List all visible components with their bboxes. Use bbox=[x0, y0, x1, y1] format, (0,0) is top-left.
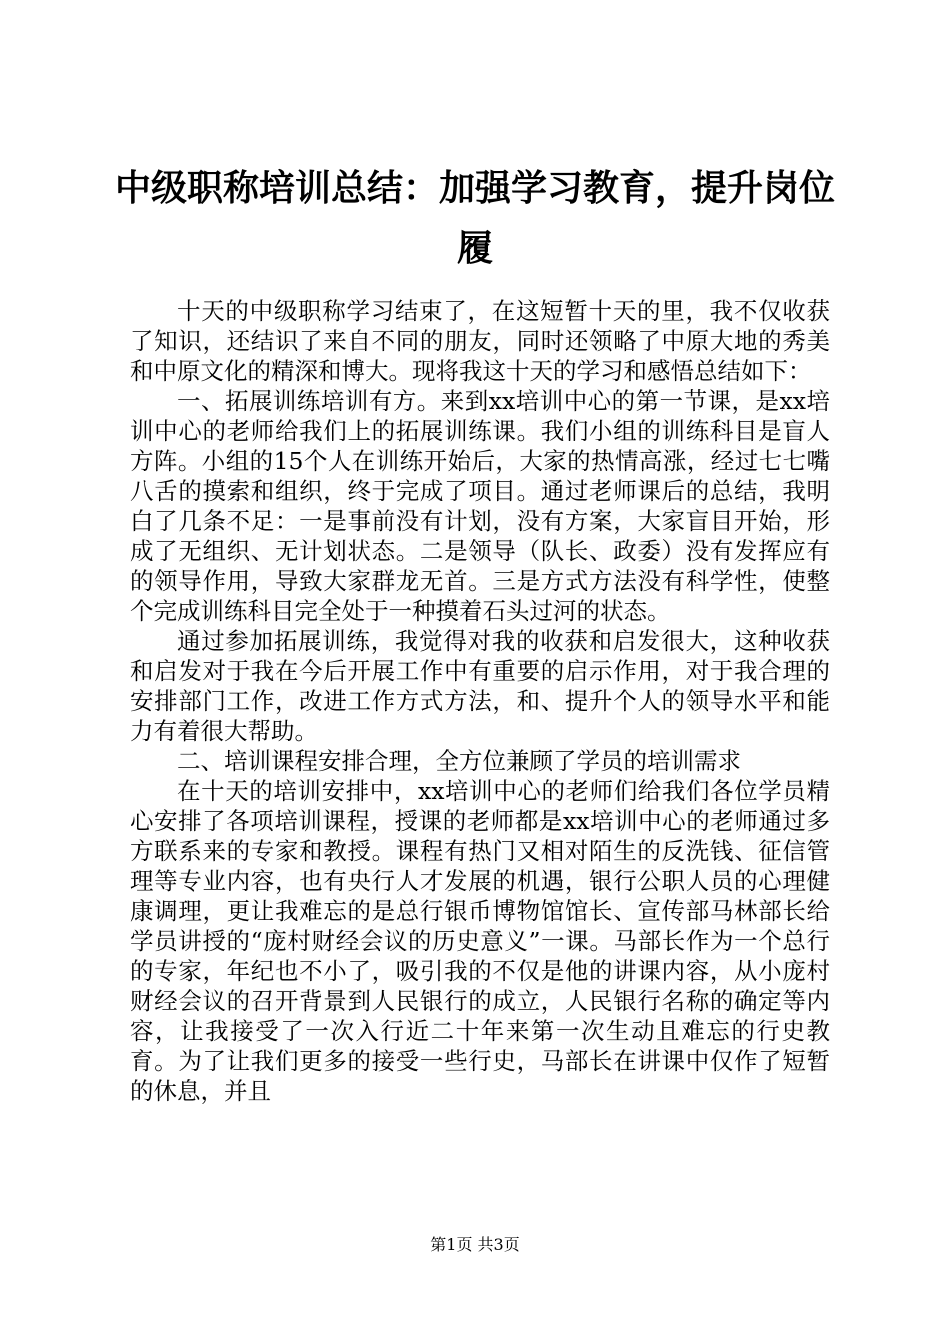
page-number-footer: 第1页 共3页 bbox=[430, 1235, 520, 1254]
paragraph-section-1-reflection: 通过参加拓展训练，我觉得对我的收获和启发很大，这种收获和启发对于我在今后开展工作中有重要的启示作用，对于我合理的安排部门工作，改进工作方式方法，和、提升个人的领导水平和能力有着很大帮助。 bbox=[130, 627, 830, 745]
paragraph-section-2-heading: 二、培训课程安排合理，全方位兼顾了学员的培训需求 bbox=[177, 747, 741, 775]
document-body bbox=[130, 296, 830, 1186]
document-title: 中级职称培训总结：加强学习教育，提升岗位履 bbox=[114, 167, 835, 269]
paragraph-intro: 十天的中级职称学习结束了，在这短暂十天的里，我不仅收获了知识，还结识了来自不同的朋友，同时还领略了中原大地的秀美和中原文化的精深和博大。现将我这十天的学习和感悟总结如下： bbox=[130, 297, 830, 385]
paragraph-section-1: 一、拓展训练培训有方。来到xx培训中心的第一节课，是xx培训中心的老师给我们上的拓展训练课。我们小组的训练科目是盲人方阵。小组的15个人在训练开始后，大家的热情高涨，经过七七嘴八舌的摸索和组织，终于完成了项目。通过老师课后的总结，我明白了几条不足：一是事前没有计划，没有方案，大家盲目开始，形成了无组织、无计划状态。二是领导（队长、政委）没有发挥应有的领导作用，导致大家群龙无首。三是方式方法没有科学性，使整个完成训练科目完全处于一种摸着石头过河的状态。 bbox=[130, 387, 830, 625]
paragraph-section-2: 在十天的培训安排中，xx培训中心的老师们给我们各位学员精心安排了各项培训课程，授课的老师都是xx培训中心的老师通过多方联系来的专家和教授。课程有热门又相对陌生的反洗钱、征信管理等专业内容，也有央行人才发展的机遇，银行公职人员的心理健康调理，更让我难忘的是总行银币博物馆馆长、宣传部马林部长给学员讲授的“庞村财经会议的历史意义”一课。马部长作为一个总行的专家，年纪也不小了，吸引我的不仅是他的讲课内容，从小庞村财经会议的召开背景到人民银行的成立，人民银行名称的确定等内容，让我接受了一次入行近二十年来第一次生动且难忘的行史教育。为了让我们更多的接受一些行史，马部长在讲课中仅作了短暂的休息，并且 bbox=[130, 777, 830, 1105]
